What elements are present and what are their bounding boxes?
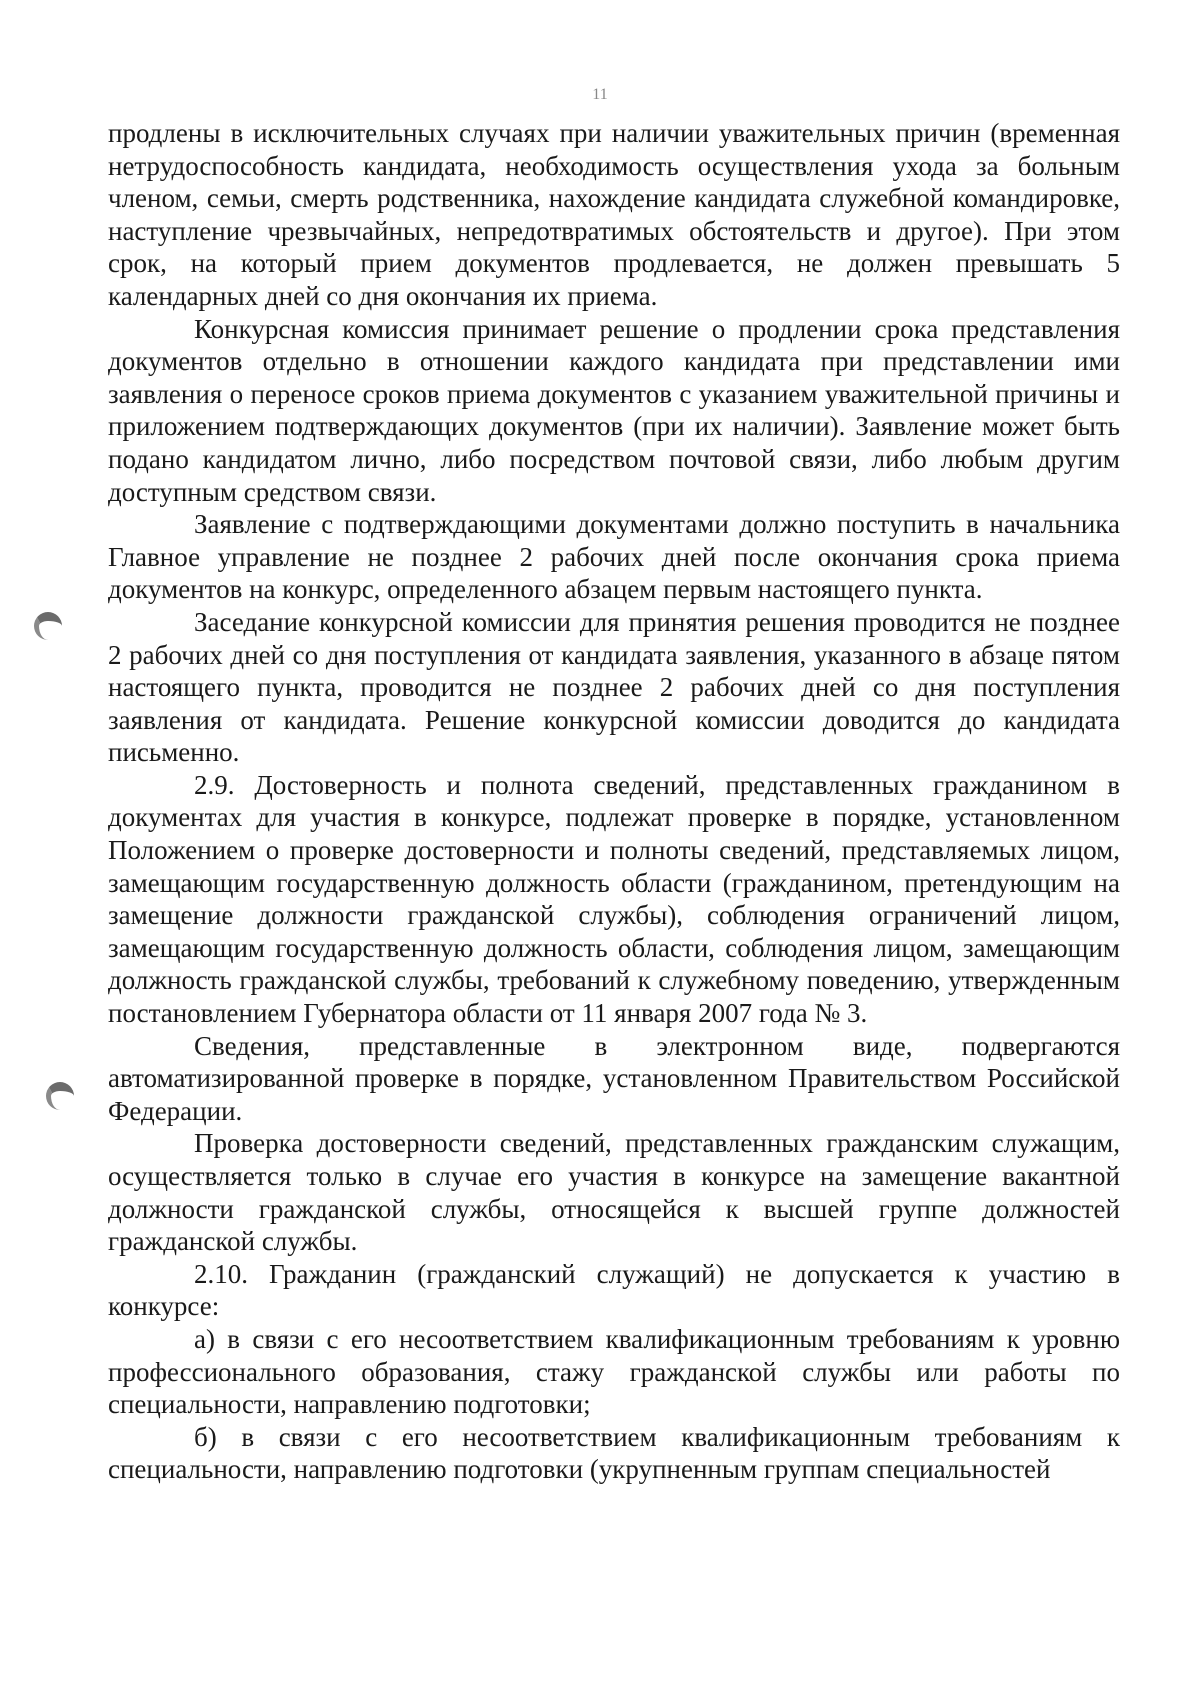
- punch-hole-mark: [34, 612, 62, 640]
- paragraph: Сведения, представленные в электронном виде, подвергаются автоматизированной проверке в порядке, установленном Правительством Российской Федерации.: [108, 1030, 1120, 1126]
- paragraph: 2.10. Гражданин (гражданский служащий) не допускается к участию в конкурсе:: [108, 1258, 1120, 1322]
- paragraph: Проверка достоверности сведений, представленных гражданским служащим, осуществляется только в случае его участия в конкурсе на замещение вакантной должности гражданской службы, относящейся к высшей группе должностей гражданской службы.: [108, 1128, 1120, 1257]
- document-body: [108, 117, 1120, 1486]
- paragraph: а) в связи с его несоответствием квалификационным требованиям к уровню профессионального образования, стажу гражданской службы или работы по специальности, направлению подготовки;: [108, 1323, 1120, 1420]
- punch-hole-mark: [46, 1082, 74, 1110]
- page-number: 11: [592, 86, 608, 103]
- paragraph: Заявление с подтверждающими документами должно поступить в начальника Главное управление не позднее 2 рабочих дней после окончания срока приема документов на конкурс, определенного абзацем первым настоящего пункта.: [108, 509, 1120, 605]
- paragraph: продлены в исключительных случаях при наличии уважительных причин (временная нетрудоспособность кандидата, необходимость осуществления ухода за больным членом, семьи, смерть родственника, нахождение кандидата служебной командировке, наступление чрезвычайных, непредотвратимых обстоятельств и другое). При этом срок, на который прием документов продлевается, не должен превышать 5 календарных дней со дня окончания их приема.: [108, 118, 1120, 311]
- paragraph: б) в связи с его несоответствием квалификационным требованиям к специальности, направлению подготовки (укрупненным группам специальностей: [108, 1421, 1120, 1485]
- paragraph: Заседание конкурсной комиссии для принятия решения проводится не позднее 2 рабочих дней со дня поступления от кандидата заявления, указанного в абзаце пятом настоящего пункта, проводится не позднее 2 рабочих дней со дня поступления заявления от кандидата. Решение конкурсной комиссии доводится до кандидата письменно.: [108, 606, 1120, 768]
- paragraph: 2.9. Достоверность и полнота сведений, представленных гражданином в документах для участия в конкурсе, подлежат проверке в порядке, установленном Положением о проверке достоверности и полноты сведений, представляемых лицом, замещающим государственную должность области (гражданином, претендующим на замещение должности гражданской службы), соблюдения ограничений лицом, замещающим государственную должность области, соблюдения лицом, замещающим должность гражданской службы, требований к служебному поведению, утвержденным постановлением Губернатора области от 11 января 2007 года № 3.: [108, 769, 1120, 1029]
- paragraph: Конкурсная комиссия принимает решение о продлении срока представления документов отдельно в отношении каждого кандидата при представлении ими заявления о переносе сроков приема документов с указанием уважительной причины и приложением подтверждающих документов (при их наличии). Заявление может быть подано кандидатом лично, либо посредством почтовой связи, либо любым другим доступным средством связи.: [108, 313, 1120, 507]
